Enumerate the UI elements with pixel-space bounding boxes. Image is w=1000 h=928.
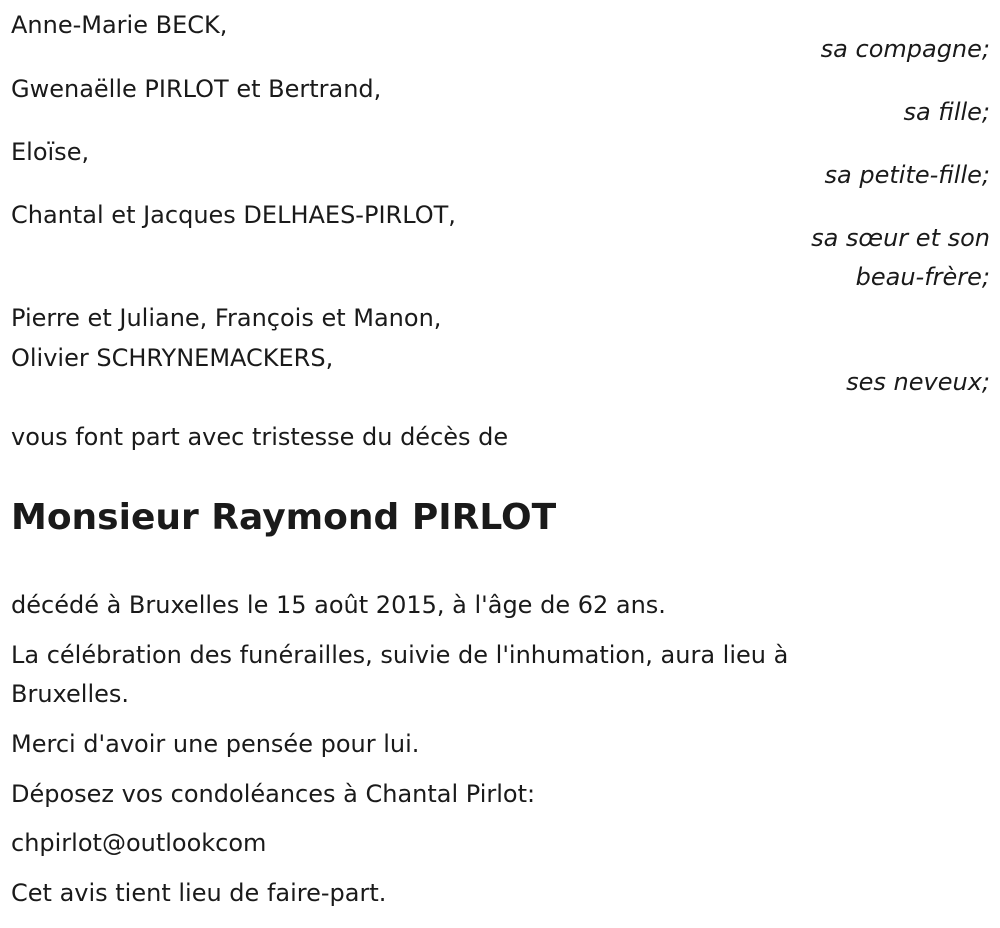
- family-member-name: Pierre et Juliane, François et Manon,: [11, 304, 442, 332]
- condolences-text: Déposez vos condoléances à Chantal Pirlot:: [11, 780, 536, 808]
- ceremony-details: Bruxelles.: [11, 680, 130, 708]
- thoughts-text: Merci d'avoir une pensée pour lui.: [11, 730, 420, 758]
- family-relation: ses neveux;: [846, 368, 990, 396]
- family-relation: sa sœur et son: [811, 224, 990, 252]
- ceremony-details: La célébration des funérailles, suivie de l'inhumation, aura lieu à: [11, 641, 789, 669]
- family-member-name: Eloïse,: [11, 138, 90, 166]
- family-relation: sa petite-fille;: [824, 161, 990, 189]
- family-member-name: Chantal et Jacques DELHAES-PIRLOT,: [11, 201, 456, 229]
- condolences-email: chpirlot@outlookcom: [11, 829, 267, 857]
- family-member-name: Gwenaëlle PIRLOT et Bertrand,: [11, 75, 382, 103]
- announcement-text: vous font part avec tristesse du décès de: [11, 423, 509, 451]
- family-relation: sa compagne;: [820, 35, 990, 63]
- family-member-name: Anne-Marie BECK,: [11, 11, 228, 39]
- family-member-name: Olivier SCHRYNEMACKERS,: [11, 344, 334, 372]
- notice-text: Cet avis tient lieu de faire-part.: [11, 879, 387, 907]
- deceased-name: Monsieur Raymond PIRLOT: [11, 497, 557, 538]
- death-details: décédé à Bruxelles le 15 août 2015, à l'âge de 62 ans.: [11, 591, 666, 619]
- family-relation: sa fille;: [903, 98, 990, 126]
- family-relation: beau-frère;: [855, 263, 990, 291]
